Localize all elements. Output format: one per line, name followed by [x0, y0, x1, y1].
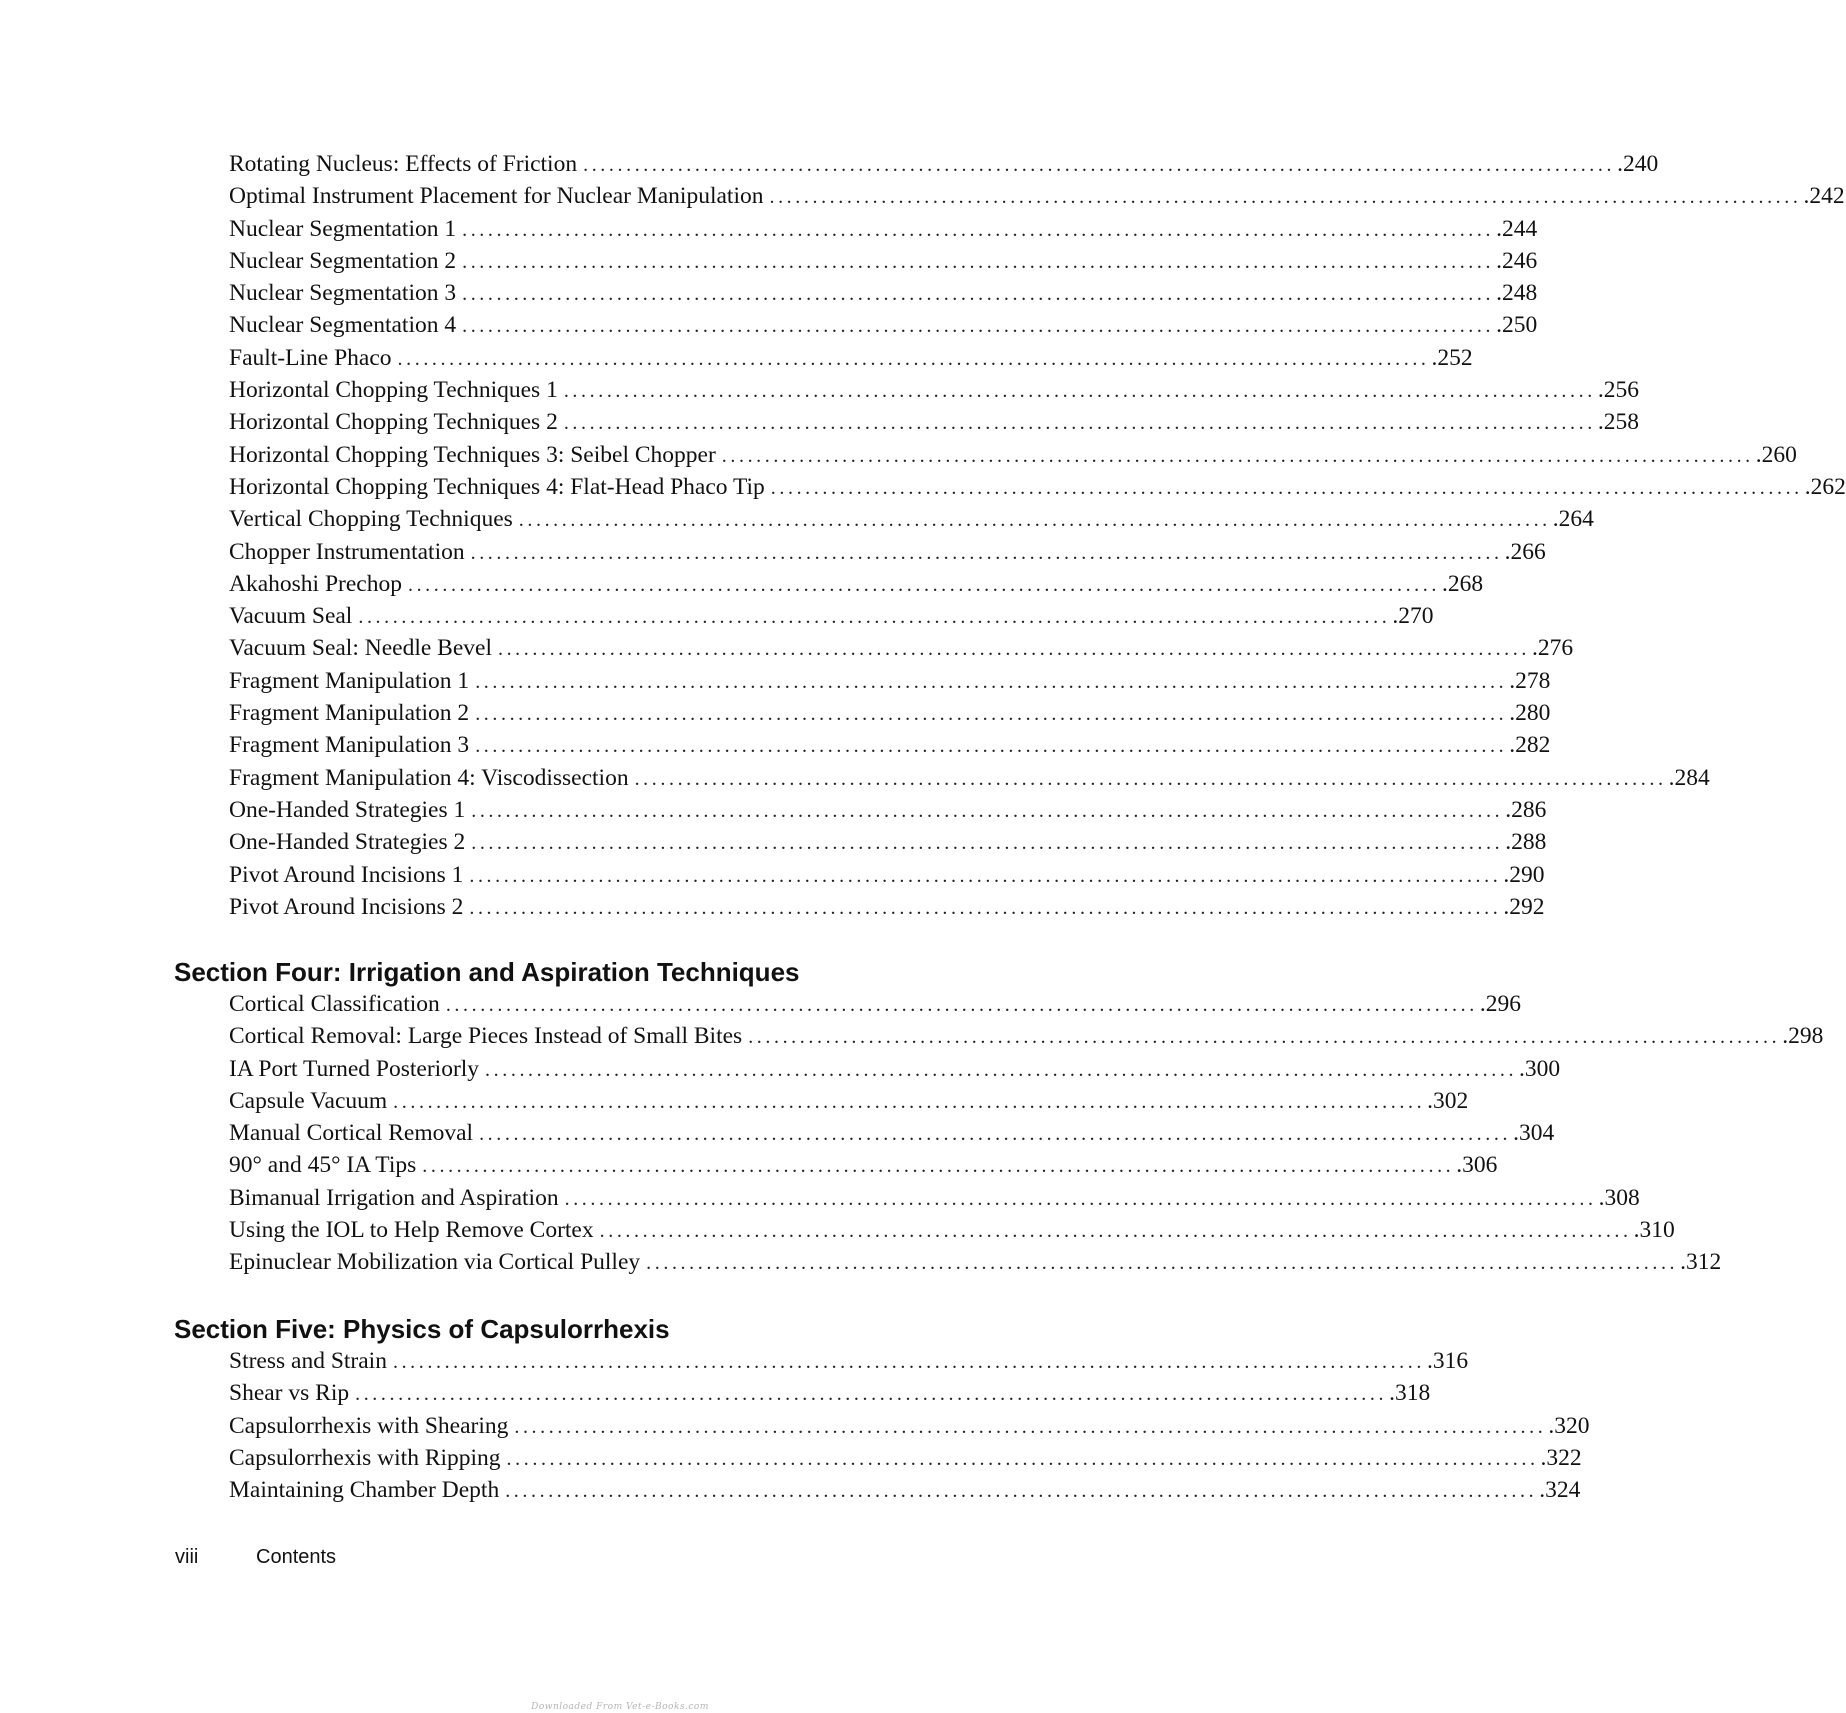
- toc-entry-title: Fragment Manipulation 3: [229, 732, 470, 759]
- toc-entry-title: Vacuum Seal: Needle Bevel: [229, 635, 492, 662]
- toc-entry: [229, 1249, 1722, 1281]
- dot-leader: ........................................................................................................................: [469, 896, 1502, 919]
- toc-entry-page-number: .268: [1441, 570, 1484, 597]
- dot-leader: ........................................................................................................................: [563, 412, 1596, 435]
- toc-entry-title: Fragment Manipulation 1: [229, 667, 470, 694]
- toc-entry: [229, 506, 1594, 538]
- toc-entry-title: Stress and Strain: [229, 1348, 387, 1374]
- toc-entry-page-number: .260: [1755, 441, 1797, 468]
- toc-entry-title: Fault-Line Phaco: [229, 344, 392, 371]
- toc-entry-page-number: .296: [1479, 991, 1521, 1017]
- toc-entry: [229, 570, 1484, 603]
- toc-entry-title: Manual Cortical Removal: [229, 1120, 474, 1147]
- dot-leader: ........................................................................................................................: [471, 832, 1504, 855]
- toc-entry: [229, 280, 1538, 312]
- toc-entry: [229, 538, 1546, 571]
- toc-entry: [229, 1444, 1582, 1477]
- toc-entry-page-number: .258: [1597, 409, 1639, 436]
- dot-leader: ........................................................................................................................: [479, 1123, 1512, 1146]
- toc-entry-page-number: .312: [1680, 1249, 1722, 1276]
- toc-entry-page-number: .262: [1804, 473, 1846, 500]
- toc-entry-page-number: .292: [1503, 893, 1545, 920]
- toc-entry-page-number: .300: [1519, 1055, 1561, 1082]
- dot-leader: ........................................................................................................................: [748, 1026, 1781, 1049]
- dot-leader: ........................................................................................................................: [358, 606, 1391, 629]
- toc-entry-title: Capsule Vacuum: [229, 1087, 388, 1114]
- toc-entry: [229, 1477, 1581, 1509]
- toc-entry-title: 90° and 45° IA Tips: [229, 1152, 417, 1179]
- toc-entry-page-number: .320: [1548, 1412, 1590, 1439]
- toc-entry: [229, 893, 1545, 926]
- toc-entry-title: Capsulorrhexis with Ripping: [229, 1444, 501, 1471]
- toc-entry: [229, 1087, 1469, 1120]
- toc-entry: [229, 635, 1574, 667]
- toc-entry: [229, 183, 1845, 215]
- dot-leader: ........................................................................................................................: [393, 1090, 1426, 1113]
- dot-leader: ........................................................................................................................: [462, 250, 1495, 273]
- dot-leader: ........................................................................................................................: [392, 1351, 1425, 1373]
- footer-label: Contents: [256, 1546, 337, 1568]
- toc-entry-page-number: .308: [1598, 1184, 1640, 1211]
- toc-entry: [229, 991, 1521, 1023]
- toc-entry-title: One-Handed Strategies 2: [229, 829, 466, 856]
- toc-entry-page-number: .242: [1803, 183, 1845, 210]
- toc-entry-title: Pivot Around Incisions 1: [229, 861, 464, 888]
- toc-entry: [229, 764, 1710, 797]
- dot-leader: ........................................................................................................................: [769, 186, 1802, 209]
- toc-entry: [229, 151, 1659, 183]
- toc-list-section-five: [229, 1348, 1590, 1509]
- dot-leader: ........................................................................................................................: [770, 476, 1803, 499]
- toc-entry: [229, 409, 1639, 441]
- toc-entry-title: Rotating Nucleus: Effects of Friction: [229, 151, 578, 177]
- toc-entry: [229, 796, 1547, 829]
- dot-leader: ........................................................................................................................: [462, 283, 1495, 306]
- toc-entry-page-number: .280: [1509, 700, 1551, 727]
- toc-entry: [229, 1348, 1469, 1380]
- toc-entry-title: Using the IOL to Help Remove Cortex: [229, 1217, 594, 1244]
- toc-entry-page-number: .252: [1431, 344, 1473, 371]
- dot-leader: ........................................................................................................................: [471, 799, 1504, 822]
- toc-entry-title: Horizontal Chopping Techniques 1: [229, 377, 558, 404]
- dot-leader: ........................................................................................................................: [422, 1155, 1455, 1178]
- toc-entry-page-number: .278: [1509, 667, 1551, 694]
- toc-entry-title: Fragment Manipulation 2: [229, 700, 470, 727]
- toc-list-section-four: [229, 991, 1824, 1282]
- toc-entry-page-number: .324: [1539, 1477, 1581, 1504]
- toc-entry: [229, 215, 1538, 248]
- toc-entry: [229, 1380, 1431, 1412]
- toc-entry: [229, 1023, 1824, 1055]
- dot-leader: ........................................................................................................................: [583, 154, 1616, 176]
- dot-leader: ........................................................................................................................: [634, 767, 1667, 790]
- toc-entry-title: Nuclear Segmentation 1: [229, 215, 457, 242]
- toc-entry-title: Horizontal Chopping Techniques 4: Flat-Head Phaco Tip: [229, 473, 765, 500]
- toc-entry: [229, 1184, 1640, 1217]
- toc-entry-page-number: .256: [1597, 377, 1639, 404]
- toc-entry: [229, 861, 1545, 894]
- toc-entry-title: Shear vs Rip: [229, 1380, 350, 1407]
- section-four-heading: Section Four: Irrigation and Aspiration Techniques: [174, 957, 800, 987]
- toc-entry-page-number: .304: [1513, 1120, 1555, 1147]
- dot-leader: ........................................................................................................................: [469, 864, 1502, 887]
- toc-entry: [229, 247, 1538, 280]
- toc-entry-page-number: .244: [1496, 215, 1538, 242]
- dot-leader: ........................................................................................................................: [599, 1220, 1632, 1243]
- toc-entry-page-number: .302: [1427, 1087, 1469, 1114]
- toc-entry-page-number: .318: [1389, 1380, 1431, 1407]
- toc-entry: [229, 1055, 1561, 1088]
- toc-entry: [229, 667, 1551, 700]
- toc-entry-page-number: .264: [1552, 506, 1594, 533]
- toc-entry-page-number: .266: [1504, 538, 1546, 565]
- dot-leader: ........................................................................................................................: [505, 1480, 1538, 1503]
- toc-entry: [229, 441, 1797, 474]
- dot-leader: ........................................................................................................................: [475, 703, 1508, 726]
- toc-entry: [229, 1152, 1498, 1184]
- toc-entry-page-number: .286: [1505, 796, 1547, 823]
- footer-page-number: viii: [175, 1546, 199, 1568]
- toc-entry-page-number: .248: [1496, 280, 1538, 307]
- toc-entry-title: Akahoshi Prechop: [229, 570, 402, 597]
- toc-entry-title: Bimanual Irrigation and Aspiration: [229, 1184, 559, 1211]
- toc-entry: [229, 829, 1547, 861]
- dot-leader: ........................................................................................................................: [397, 347, 1430, 370]
- toc-entry-page-number: .284: [1668, 764, 1710, 791]
- dot-leader: ........................................................................................................................: [475, 670, 1508, 693]
- toc-entry-page-number: .298: [1782, 1023, 1824, 1050]
- toc-entry-page-number: .246: [1496, 247, 1538, 274]
- section-five-heading: Section Five: Physics of Capsulorrhexis: [174, 1314, 670, 1344]
- dot-leader: ........................................................................................................................: [497, 638, 1530, 661]
- dot-leader: ........................................................................................................................: [563, 380, 1596, 403]
- toc-entry-title: Horizontal Chopping Techniques 2: [229, 409, 558, 436]
- toc-entry-title: Optimal Instrument Placement for Nuclear Manipulation: [229, 183, 764, 210]
- toc-entry-title: Nuclear Segmentation 3: [229, 280, 457, 307]
- toc-entry-title: Chopper Instrumentation: [229, 538, 465, 565]
- toc-entry-title: Vacuum Seal: [229, 603, 353, 630]
- toc-entry: [229, 344, 1473, 377]
- toc-entry: [229, 473, 1846, 506]
- toc-entry-title: Maintaining Chamber Depth: [229, 1477, 500, 1504]
- toc-entry: [229, 732, 1551, 764]
- toc-entry-title: Fragment Manipulation 4: Viscodissection: [229, 764, 629, 791]
- toc-entry-page-number: .306: [1456, 1152, 1498, 1179]
- dot-leader: ........................................................................................................................: [355, 1383, 1388, 1406]
- toc-entry-title: Nuclear Segmentation 2: [229, 247, 457, 274]
- dot-leader: ........................................................................................................................: [564, 1187, 1597, 1210]
- toc-entry-title: Capsulorrhexis with Shearing: [229, 1412, 509, 1439]
- toc-entry: [229, 312, 1538, 344]
- dot-leader: ........................................................................................................................: [646, 1252, 1679, 1275]
- toc-entry-title: Cortical Removal: Large Pieces Instead of Small Bites: [229, 1023, 743, 1050]
- toc-entry-page-number: .240: [1617, 151, 1659, 177]
- toc-entry-title: Epinuclear Mobilization via Cortical Pulley: [229, 1249, 641, 1276]
- toc-entry: [229, 603, 1434, 635]
- toc-entry-title: Nuclear Segmentation 4: [229, 312, 457, 339]
- toc-entry-page-number: .276: [1531, 635, 1574, 662]
- dot-leader: ........................................................................................................................: [485, 1058, 1518, 1081]
- dot-leader: ........................................................................................................................: [407, 573, 1440, 596]
- toc-entry-page-number: .290: [1503, 861, 1545, 888]
- toc-entry-page-number: .316: [1426, 1348, 1469, 1374]
- toc-entry-page-number: .310: [1633, 1217, 1675, 1244]
- toc-list-section-three: [229, 151, 1846, 926]
- dot-leader: ........................................................................................................................: [506, 1447, 1539, 1470]
- toc-entry: [229, 1120, 1555, 1152]
- toc-entry: [229, 377, 1639, 409]
- dot-leader: ........................................................................................................................: [518, 509, 1551, 532]
- toc-entry-title: Vertical Chopping Techniques: [229, 506, 513, 533]
- dot-leader: ........................................................................................................................: [470, 541, 1503, 564]
- dot-leader: ........................................................................................................................: [462, 218, 1495, 241]
- dot-leader: ........................................................................................................................: [514, 1415, 1547, 1438]
- toc-entry: [229, 1412, 1590, 1445]
- dot-leader: ........................................................................................................................: [721, 444, 1754, 467]
- dot-leader: ........................................................................................................................: [445, 994, 1478, 1016]
- toc-entry-page-number: .250: [1496, 312, 1538, 339]
- toc-entry-title: IA Port Turned Posteriorly: [229, 1055, 480, 1082]
- toc-entry-page-number: .322: [1540, 1444, 1582, 1471]
- dot-leader: ........................................................................................................................: [475, 735, 1508, 758]
- toc-entry-title: Cortical Classification: [229, 991, 440, 1017]
- toc-entry-page-number: .282: [1509, 732, 1551, 759]
- toc-entry-title: Horizontal Chopping Techniques 3: Seibel Chopper: [229, 441, 716, 468]
- watermark: Downloaded From Vet-e-Books.com: [531, 1702, 709, 1712]
- toc-entry-title: Pivot Around Incisions 2: [229, 893, 464, 920]
- toc-entry: [229, 1217, 1675, 1249]
- toc-entry-title: One-Handed Strategies 1: [229, 796, 466, 823]
- dot-leader: ........................................................................................................................: [462, 315, 1495, 338]
- toc-entry-page-number: .270: [1392, 603, 1434, 630]
- toc-entry: [229, 700, 1551, 732]
- toc-entry-page-number: .288: [1505, 829, 1547, 856]
